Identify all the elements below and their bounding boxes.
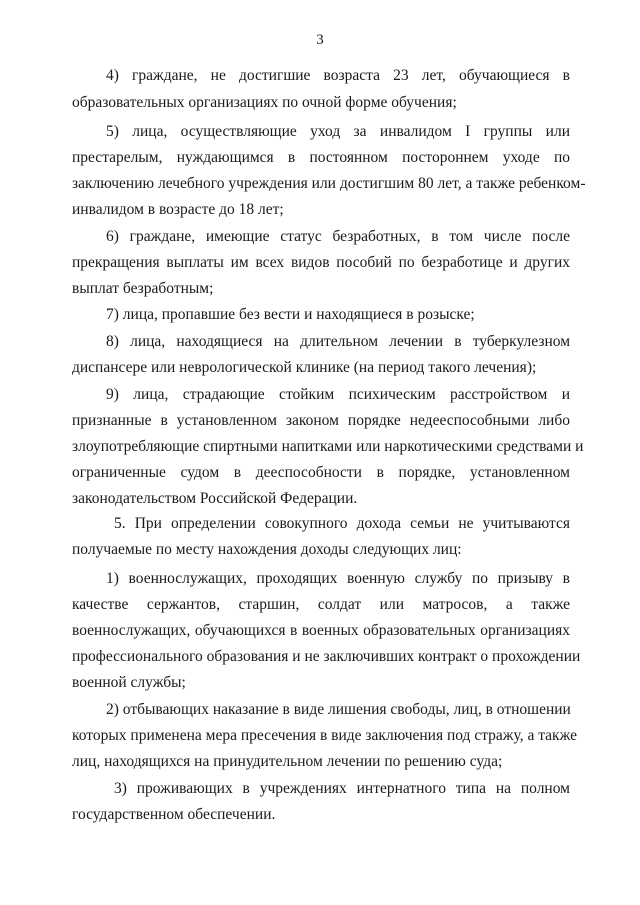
text-line: государственном обеспечении. <box>72 806 276 823</box>
text-line: злоупотребляющие спиртными напитками или наркотическими средствами и <box>72 438 584 455</box>
text-line: лиц, находящихся на принудительном лечении по решению суда; <box>72 753 503 770</box>
text-line: ограниченные судом в дееспособности в порядке, установленном <box>72 464 570 481</box>
text-line: 3) проживающих в учреждениях интернатного типа на полном <box>114 780 570 797</box>
text-line: престарелым, нуждающимся в постоянном постороннем уходе по <box>72 149 570 166</box>
text-line: 9) лица, страдающие стойким психическим расстройством и <box>106 386 570 403</box>
text-line: профессионального образования и не заключивших контракт о прохождении <box>72 648 581 665</box>
text-line: военной службы; <box>72 674 186 691</box>
text-line: получаемые по месту нахождения доходы следующих лиц: <box>72 541 462 558</box>
text-line: 6) граждане, имеющие статус безработных, в том числе после <box>106 228 570 245</box>
text-line: законодательством Российской Федерации. <box>72 490 358 507</box>
text-line: 2) отбывающих наказание в виде лишения свободы, лиц, в отношении <box>106 701 571 718</box>
text-line: инвалидом в возрасте до 18 лет; <box>72 201 284 218</box>
text-line: образовательных организациях по очной форме обучения; <box>72 94 457 111</box>
text-line: прекращения выплаты им всех видов пособий по безработице и других <box>72 254 570 271</box>
text-line: которых применена мера пресечения в виде заключения под стражу, а также <box>72 727 577 744</box>
text-line: 5) лица, осуществляющие уход за инвалидом I группы или <box>106 123 570 140</box>
text-line: выплат безработным; <box>72 280 214 297</box>
text-line: признанные в установленном законом порядке недееспособными либо <box>72 412 570 429</box>
text-line: 8) лица, находящиеся на длительном лечении в туберкулезном <box>106 333 570 350</box>
page-number: 3 <box>316 32 324 48</box>
text-line: военнослужащих, обучающихся в военных образовательных организациях <box>72 622 570 639</box>
text-line: 7) лица, пропавшие без вести и находящиеся в розыске; <box>106 306 475 323</box>
text-line: качестве сержантов, старшин, солдат или матросов, а также <box>72 596 570 613</box>
text-line: заключению лечебного учреждения или достигшим 80 лет, а также ребенком- <box>72 175 586 192</box>
text-line: диспансере или неврологической клинике (на период такого лечения); <box>72 359 537 376</box>
text-line: 4) граждане, не достигшие возраста 23 лет, обучающиеся в <box>106 67 570 84</box>
text-line: 1) военнослужащих, проходящих военную службу по призыву в <box>106 570 570 587</box>
text-line: 5. При определении совокупного дохода семьи не учитываются <box>114 515 570 532</box>
